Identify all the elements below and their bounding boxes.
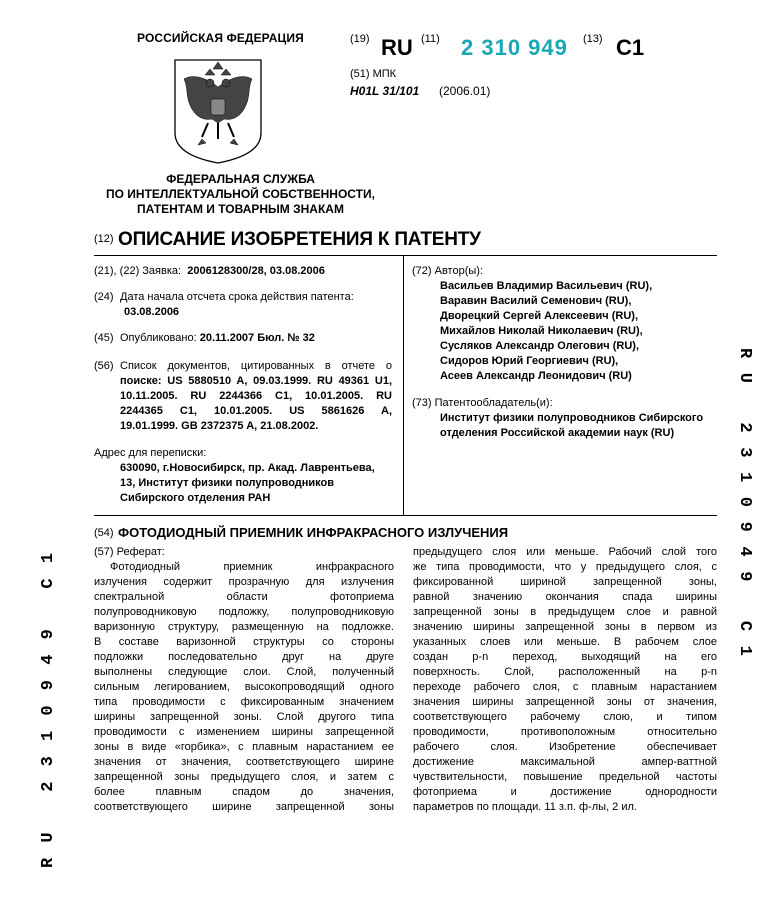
patent-number: 2 310 949 — [461, 35, 568, 60]
field-45-published — [120, 331, 400, 346]
abstract-line: запрещенной зоны в предыдущем слое и равной — [413, 606, 717, 618]
document-title: ОПИСАНИЕ ИЗОБРЕТЕНИЯ К ПАТЕНТУ — [118, 229, 481, 250]
abstract-line: чувствительности, повышение предельной частоты — [413, 771, 717, 783]
abstract-line: же типа проводимости, что у предыдущего слоя, с — [413, 561, 717, 573]
agency-line: ФЕДЕРАЛЬНАЯ СЛУЖБА — [166, 172, 315, 186]
abstract-line: зоны в виде «горбика», с плавным нарастанием ее — [94, 741, 394, 753]
field-45-code: (45) — [94, 332, 114, 344]
field-21-application — [94, 264, 394, 279]
agency-name — [62, 172, 419, 217]
code-13: (13) — [583, 33, 603, 45]
author-item: Михайлов Николай Николаевич (RU), — [440, 325, 643, 337]
abstract-line: параметров по площади. 11 з.п. ф-лы, 2 ил. — [413, 801, 637, 813]
patent-holder — [440, 411, 710, 441]
field-72-label: (72) Автор(ы): — [412, 265, 483, 277]
holder-line: отделения Российской академии наук (RU) — [440, 427, 675, 439]
ipc-class: H01L 31/101 — [350, 84, 420, 98]
abstract-line: излучения содержит прозрачную для излучения — [94, 576, 394, 588]
abstract-line: равной значению окончания спада ширины — [413, 591, 717, 603]
abstract-line: значения от значения, соответствующего ширине — [94, 756, 394, 768]
author-item: Дворецкий Сергей Алексеевич (RU), — [440, 310, 639, 322]
author-item: Варавин Василий Семенович (RU), — [440, 295, 632, 307]
abstract-line: ширины запрещенной зоны. Слой другого типа — [94, 711, 394, 723]
column-divider — [403, 256, 404, 515]
field-21-value: 2006128300/28, 03.08.2006 — [187, 265, 325, 277]
agency-line: ПО ИНТЕЛЛЕКТУАЛЬНОЙ СОБСТВЕННОСТИ, — [106, 187, 375, 201]
abstract-line: полупроводниковую подложку, полупроводниковую — [94, 606, 394, 618]
agency-line: ПАТЕНТАМ И ТОВАРНЫМ ЗНАКАМ — [137, 202, 344, 216]
address-line: 630090, г.Новосибирск, пр. Акад. Лаврентьева, — [120, 462, 375, 474]
abstract-line: сильным легированием, высокопроводящий одного — [94, 681, 394, 693]
code-12: (12) — [94, 233, 114, 245]
author-item: Сидоров Юрий Георгиевич (RU), — [440, 355, 619, 367]
abstract-line: подложки последовательно друг на друге — [94, 651, 394, 663]
invention-title: ФОТОДИОДНЫЙ ПРИЕМНИК ИНФРАКРАСНОГО ИЗЛУЧЕНИЯ — [118, 525, 509, 540]
abstract-line: фиксированной шириной запрещенной зоны, — [413, 576, 717, 588]
abstract-line: соответствующего рабочему слою, и типом — [413, 711, 717, 723]
abstract-line: создан p-n переход, выходящий на его — [413, 651, 717, 663]
abstract-line: значения ширины запрещенной зоны от значения, — [413, 696, 717, 708]
field-24-code: (24) — [94, 291, 114, 303]
abstract-line: Фотодиодный приемник инфракрасного — [110, 561, 394, 573]
abstract-line: рабочего слоя. Изобретение обеспечивает — [413, 741, 717, 753]
authors-list — [440, 279, 710, 384]
address-line: Сибирского отделения РАН — [120, 492, 271, 504]
field-45-label: Опубликовано: — [120, 332, 197, 344]
code-11: (11) — [421, 33, 440, 45]
field-24-label: Дата начала отсчета срока действия патента: — [120, 291, 354, 303]
author-item: Сусляков Александр Олегович (RU), — [440, 340, 640, 352]
coat-of-arms-emblem — [172, 57, 264, 165]
abstract-line: указанных слоев или меньше. В рабочем слое — [413, 636, 717, 648]
abstract-line: достижение максимальной ампер-ваттной — [413, 756, 717, 768]
abstract-label: (57) Реферат: — [94, 546, 165, 558]
country-name: РОССИЙСКАЯ ФЕДЕРАЦИЯ — [137, 31, 304, 45]
abstract-right-column — [413, 545, 717, 815]
abstract-line: проводимости, противоположным относительно — [413, 726, 717, 738]
cited-line: Список документов, цитированных в отчете о — [120, 360, 392, 372]
abstract-line: поверхность. Слой, расположенный на p-n — [413, 666, 717, 678]
holder-line: Институт физики полупроводников Сибирского — [440, 412, 704, 424]
address-block — [120, 461, 400, 506]
kind-code: C1 — [616, 35, 645, 60]
section-divider — [94, 515, 717, 516]
cited-line: 2244365 C1, 10.01.2005. US 5861626 A, — [120, 405, 392, 417]
field-73-label: (73) Патентообладатель(и): — [412, 397, 553, 409]
abstract-line: проводимости с изменением ширины запрещенной — [94, 726, 394, 738]
address-label: Адрес для переписки: — [94, 447, 207, 459]
field-56-code: (56) — [94, 360, 114, 372]
abstract-line: В составе варизонной структуры со стороны — [94, 636, 394, 648]
author-item: Асеев Александр Леонидович (RU) — [440, 370, 632, 382]
abstract-line: запрещенной зоны предыдущего слоя, и затем с — [94, 771, 394, 783]
abstract-line: переходе рабочего слоя, с плавным нарастанием — [413, 681, 717, 693]
field-45-value: 20.11.2007 Бюл. № 32 — [199, 332, 315, 344]
abstract-line: выполнены следующие слои. Слой, полученный — [94, 666, 394, 678]
abstract-line: спектральной области фотоприема — [94, 591, 394, 603]
address-line: 13, Институт физики полупроводников — [120, 477, 335, 489]
field-21-label: (21), (22) Заявка: — [94, 265, 182, 277]
ipc-version: (2006.01) — [439, 84, 491, 98]
author-item: Васильев Владимир Васильевич (RU), — [440, 280, 653, 292]
side-code-left: RU 2310949 C1 — [39, 537, 58, 868]
side-code-right: RU 2310949 C1 — [735, 348, 754, 671]
cited-line: 10.11.2005. RU 2244366 C1, 10.01.2005. RU — [120, 390, 392, 402]
abstract-line: фотоприема и достижение однородности — [413, 786, 717, 798]
abstract-line: соответствующего ширине запрещенной зоны — [94, 801, 394, 813]
abstract-line: более плавным спадом до значения, — [94, 786, 394, 798]
code-51-ipc-label: (51) МПК — [350, 68, 397, 80]
abstract-line: типа проводимости с фиксированным значением — [94, 696, 394, 708]
field-24-value: 03.08.2006 — [124, 306, 180, 318]
country-code: RU — [381, 35, 413, 60]
field-56-cited-docs — [120, 359, 392, 434]
abstract-left-column — [94, 560, 394, 815]
title-divider — [94, 255, 717, 256]
code-54: (54) — [94, 527, 114, 539]
abstract-line: значению ширины запрещенной зоны в первом из — [413, 621, 717, 633]
cited-line: поиске: US 5880510 A, 09.03.1999. RU 49361 U1, — [120, 375, 392, 387]
code-19: (19) — [350, 33, 370, 45]
abstract-line: предыдущего слоя или меньше. Рабочий слой того — [413, 546, 717, 558]
cited-line: 19.01.1999. GB 2372375 A, 21.08.2002. — [120, 420, 319, 432]
abstract-line: варизонную структуру, размещенную на подложке. — [94, 621, 394, 633]
